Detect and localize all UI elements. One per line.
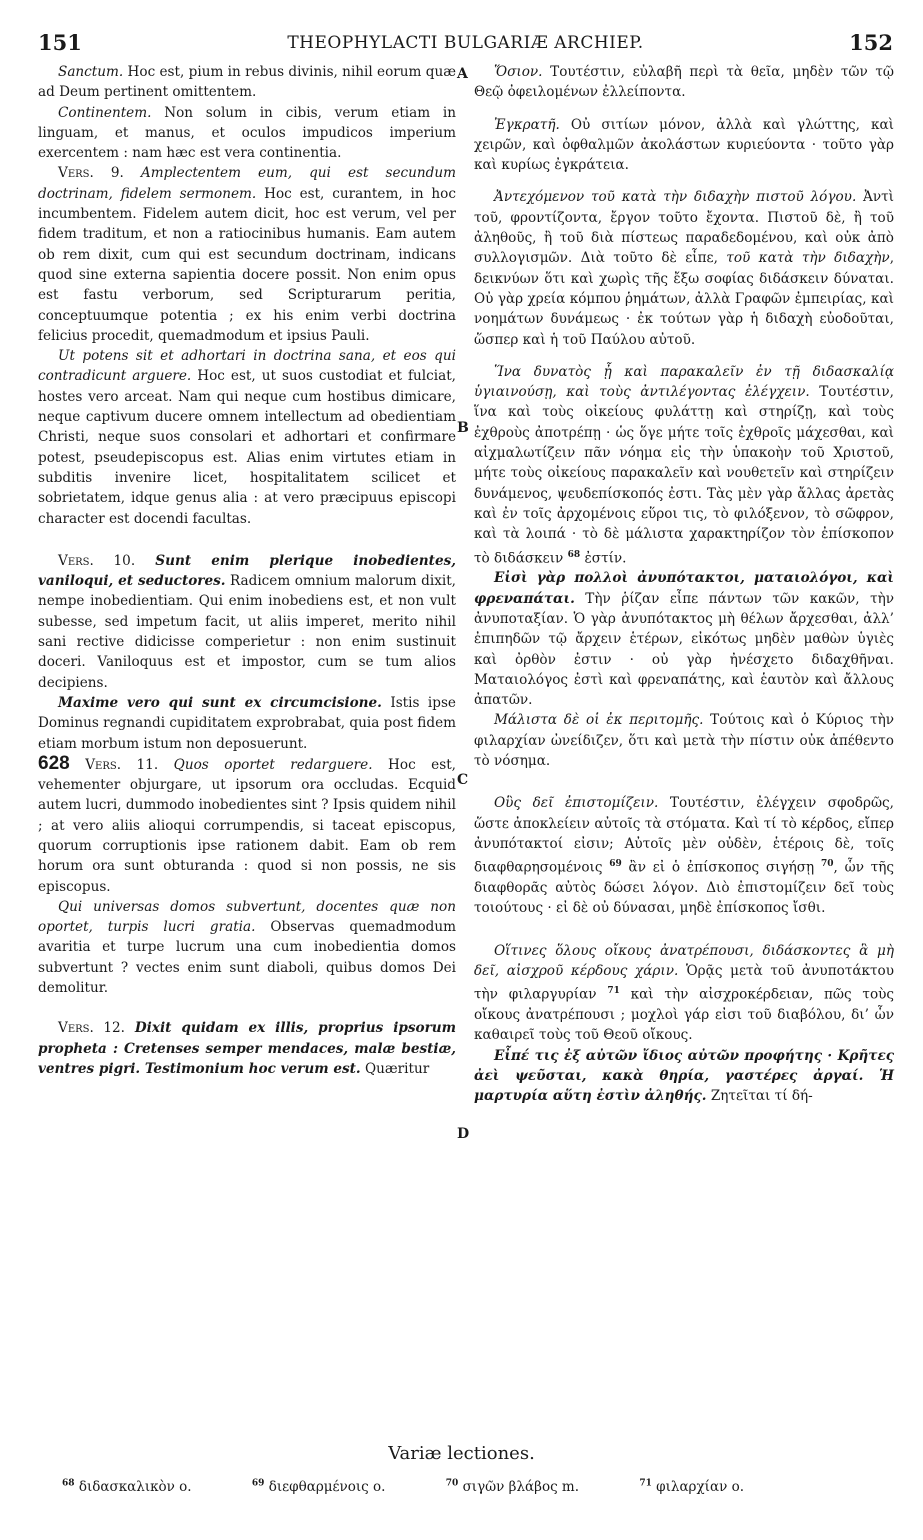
footnote-number: 70 <box>445 1478 459 1488</box>
commentary: Τὴν ῥίζαν εἶπε πάντων τῶν κακῶν, τὴν ἀνυποταξίαν. Ὁ γὰρ ἀνυπότακτος μὴ θέλων ἄρχεσθαι, ἀλλ’ ἐπιπηδῶν τῷ ἄρχειν ἑτέρων, εἰκότως μηδὲν μαθὼν ὑγιὲς καὶ ὀρθὸν ἐστιν · οὐ γὰρ ἠνέσχετο διδαχθῆναι. Ματαιολόγος ἐστὶ καὶ φρεναπάτης, καὶ ἑαυτὸν καὶ ἄλλους ἀπατῶν. <box>474 590 894 709</box>
latin-paragraph <box>38 1018 456 1079</box>
latin-paragraph <box>38 551 456 693</box>
commentary: Hoc est, vehementer objurgare, ut ipsorum ora occludas. Ecquid autem lucri, dummodo inobedientes sint ? Ipsis quidem nihil ; at vero aliis alioqui corrumpendis, si taceat episcopus, quorum corruptionis ipse rationem dabit. Eam ob rem horum ora sunt obturanda : quod si non possis, ne sis episcopus. <box>38 756 456 895</box>
commentary: Ὁρᾷς μετὰ τοῦ ἀνυποτάκτου τὴν φιλαργυρίαν <box>474 962 894 1003</box>
greek-paragraph <box>474 115 894 176</box>
footnote-ref: 70 <box>820 859 834 870</box>
latin-paragraph <box>38 754 456 897</box>
running-title: THEOPHYLACTI BULGARIÆ ARCHIEP. <box>287 33 644 53</box>
commentary: Ζητεῖται τί δή- <box>706 1088 813 1105</box>
lemma: Amplectentem eum, qui est secundum doctrinam, fidelem sermonem. <box>38 165 456 202</box>
lemma: Maxime vero qui sunt ex circumcisione. <box>58 694 382 711</box>
commentary: καὶ τὴν αἰσχροκέρδειαν, πῶς τοὺς οἴκους ἀνατρέπουσι ; μοχλοὶ γάρ εἰσι τοῦ διαβόλου, δι’ ὧν καθαιρεῖ τοὺς τοῦ Θεοῦ οἴκους. <box>474 986 895 1044</box>
lemma: Continentem. <box>58 104 152 121</box>
variant-text: διδασκαλικὸν ο. <box>78 1478 192 1495</box>
commentary: Τούτοις καὶ ὁ Κύριος τὴν φιλαρχίαν ὠνείδιζεν, ὅτι καὶ μετὰ τὴν πίστιν οὐκ ἀπέθεντο τὸ νόσημα. <box>474 712 894 770</box>
lemma: Dixit quidam ex illis, proprius ipsorum propheta : Cretenses semper mendaces, malæ bestiæ, ventres pigri. Testimonium hoc verum est. <box>38 1020 457 1077</box>
greek-column <box>474 62 894 1107</box>
footnote-number: 71 <box>639 1478 652 1488</box>
variant-note <box>62 1479 220 1495</box>
latin-paragraph <box>38 103 456 164</box>
variant-text: φιλαρχίαν ο. <box>656 1478 745 1495</box>
lemma: Ἀντεχόμενον τοῦ κατὰ τὴν διδαχὴν πιστοῦ λόγου. <box>494 189 857 206</box>
footnote-number: 69 <box>251 1478 265 1488</box>
commentary: Radicem omnium malorum dixit, nempe inobedientiam. Qui enim inobediens est, et non vult subesse, sed impetum facit, ut aliis imperet, merito nihil sani rective didicisse comperietur : non enim sustinuit doceri. Vaniloquus est et impostor, cum se tum alios decipiens. <box>38 573 456 691</box>
footnote-number: 68 <box>62 1478 75 1488</box>
commentary: , δεικνύων ὅτι καὶ χωρὶς τῆς ἔξω σοφίας διδάσκειν δύναται. Οὐ γὰρ χρεία κόμπου ῥημάτων, ἀλλὰ Γραφῶν ἐμπειρίας, καὶ νοημάτων δυνάμεως · ἐκ τούτων γὰρ ἡ διδαχὴ εὐοδοῦται, ὥσπερ καὶ ἡ τοῦ Παύλου αὐτοῦ. <box>474 250 895 348</box>
greek-paragraph <box>474 568 894 710</box>
lemma: Μάλιστα δὲ οἱ ἐκ περιτομῆς. <box>494 712 704 729</box>
variant-note <box>446 1479 607 1495</box>
lemma: Sunt enim plerique inobedientes, vaniloqui, et seductores. <box>38 552 456 590</box>
commentary: Non solum in cibis, verum etiam in linguam, et manus, et oculos impudicos imperium exercentem : nam hæc est vera continentia. <box>38 104 456 162</box>
lemma: Ὅσιον. <box>494 64 543 80</box>
commentary: Hoc est, curantem, in hoc incumbentem. Fidelem autem dicit, hoc est verum, vel per fidem traditum, et non a ratiocinibus humanis. Eam autem ob rem dixit, cum qui est secundum doctrinam, indicans quod sine externa sapientia docere possit. Non enim opus est fastu verborum, sed Scripturarum peritia, conceptuumque potentia ; ex his enim verbi doctrina felicius procedit, quemadmodum et ipsius Pauli. <box>38 185 456 344</box>
lemma: Εἶπέ τις ἐξ αὐτῶν ἴδιος αὐτῶν προφήτης · Κρῆτες ἀεὶ ψεῦσται, κακὰ θηρία, γαστέρες ἀργαί. Ἡ μαρτυρία αὕτη ἐστὶν ἀληθής. <box>474 1047 894 1105</box>
lemma: Ἵνα δυνατὸς ᾖ καὶ παρακαλεῖν ἐν τῇ διδασκαλίᾳ ὑγιαινούσῃ, καὶ τοὺς ἀντιλέγοντας ἐλέγχειν. <box>474 363 894 401</box>
latin-paragraph <box>38 62 456 103</box>
greek-paragraph <box>474 941 894 1046</box>
commentary: Τουτέστιν, ἐλέγχειν σφοδρῶς, ὥστε ἀποκλείειν αὐτοῖς τὰ στόματα. Καὶ τί τὸ κέρδος, εἴπερ ἀνυπότακτοί εἰσιν; Αὐτοῖς μὲν οὐδὲν, ἑτέροις δὲ, τοῖς διαφθαρησομένοις <box>474 795 894 876</box>
commentary: Οὐ σιτίων μόνον, ἀλλὰ καὶ γλώττης, καὶ χειρῶν, καὶ ὀφθαλμῶν ἀκολάστων κυριεύοντα · τοῦτο γὰρ καὶ κυρίως ἐγκράτεια. <box>474 116 894 174</box>
lemma: Οἵτινες ὅλους οἴκους ἀνατρέπουσι, διδάσκοντες ἃ μὴ δεῖ, αἰσχροῦ κέρδους χάριν. <box>474 942 894 979</box>
latin-paragraph <box>38 693 456 754</box>
section-marker-d: D <box>457 1126 470 1142</box>
variant-note <box>252 1479 414 1495</box>
lemma: Ἐγκρατῆ. <box>494 116 560 133</box>
greek-paragraph <box>474 62 894 103</box>
commentary: Ἀντὶ τοῦ, φροντίζοντα, ἔργον τοῦτο ἔχοντα. Πιστοῦ δὲ, ἢ τοῦ ἀληθοῦς, ἢ τοῦ διὰ πίστεως παραδεδομένου, καὶ οὐκ ἀπὸ συλλογισμῶν. Διὰ τοῦτο δὲ εἶπε, <box>474 189 894 267</box>
greek-paragraph <box>474 710 894 771</box>
variant-note <box>639 1479 772 1495</box>
footnote-ref: 71 <box>607 986 620 997</box>
section-marker-a: A <box>457 66 468 82</box>
column-number-right: 152 <box>849 30 893 55</box>
greek-paragraph <box>474 793 894 918</box>
lemma: Ut potens sit et adhortari in doctrina sana, et eos qui contradicunt arguere. <box>38 348 456 385</box>
latin-column <box>38 62 456 1079</box>
verse-label: Vers. 12. <box>58 1020 125 1037</box>
section-marker-c: C <box>457 772 469 788</box>
page-header <box>38 30 893 60</box>
section-marker-b: B <box>457 420 469 436</box>
variae-lectiones <box>62 1478 883 1495</box>
quoted-lemma: τοῦ κατὰ τὴν διδαχὴν <box>726 250 890 267</box>
latin-paragraph <box>38 346 456 529</box>
column-number-628: 628 <box>38 752 70 774</box>
commentary: Quæritur <box>360 1060 430 1077</box>
commentary: Observas quemadmodum avaritia et turpe lucrum una cum inobedientia domos subvertunt ? vectes enim sunt diaboli, quibus domos Dei demolitur. <box>38 919 456 997</box>
footnote-ref: 68 <box>567 549 581 560</box>
commentary: Istis ipse Dominus regnandi cupiditatem exprobrabat, quia post fidem etiam morbum istum non deposuerunt. <box>38 694 457 752</box>
verse-label: Vers. 10. <box>58 552 136 569</box>
commentary: Hoc est, pium in rebus divinis, nihil eorum quæ ad Deum pertinent omittentem. <box>38 64 456 101</box>
commentary: ἂν εἰ ὁ ἐπίσκοπος σιγήσῃ <box>621 859 821 876</box>
lemma: Οὓς δεῖ ἐπιστομίζειν. <box>494 795 659 812</box>
lemma: Quos oportet redarguere. <box>158 756 373 773</box>
variae-lectiones-title: Variæ lectiones. <box>388 1443 535 1464</box>
footnote-ref: 69 <box>609 859 622 870</box>
verse-label: Vers. 9. <box>58 165 124 182</box>
latin-paragraph <box>38 163 456 346</box>
lemma: Sanctum. <box>58 64 124 80</box>
commentary: Τουτέστιν, εὐλαβῆ περὶ τὰ θεῖα, μηδὲν τῶν τῷ Θεῷ ὀφειλομένων ἐλλείποντα. <box>474 64 894 101</box>
commentary: Hoc est, ut suos custodiat et fulciat, hostes vero arceat. Nam qui neque cum hostibus dimicare, neque captivum ducere omnem intellectum ad obedientiam Christi, neque suos consolari et adhortari et confirmare potest, pseudepiscopus est. Alias enim virtutes etiam in subditis invenire licet, hospitalitatem scilicet et sobrietatem, idque genus alia : at vero præcipuus episcopi character est docendi facultas. <box>38 368 456 527</box>
greek-paragraph <box>474 1046 894 1107</box>
lemma: Qui universas domos subvertunt, docentes quæ non oportet, turpis lucri gratia. <box>38 898 456 936</box>
verse-label: Vers. 11. <box>69 756 159 773</box>
lemma: Εἰσὶ γὰρ πολλοὶ ἀνυπότακτοι, ματαιολόγοι, καὶ φρεναπάται. <box>474 570 894 607</box>
commentary: Τουτέστιν, ἵνα καὶ τοὺς οἰκείους φυλάττῃ καὶ στηρίζῃ, καὶ τοὺς ἐχθροὺς ἀποτρέπῃ · ὡς ὅγε μήτε τοῖς ἐχθροῖς μάχεσθαι, καὶ αἰχμαλωτίζειν πᾶν νόημα εἰς τὴν ὑπακοὴν τοῦ Χριστοῦ, μήτε τοὺς οἰκείους παρακαλεῖν καὶ νουθετεῖν καὶ στηρίζειν δυνάμενος, ψευδεπίσκοπός ἐστι. Τὰς μὲν γὰρ ἄλλας ἀρετὰς καὶ ἐν τοῖς ἀρχομένοις εὕροι τις, τὸ φιλόξενον, τὸ σῶφρον, καὶ τὰ λοιπά · τὸ δὲ μάλιστα χαρακτηρίζον τὸν ἐπίσκοπον τὸ διδάσκειν <box>474 384 894 567</box>
variant-text: διεφθαρμένοις ο. <box>268 1478 386 1495</box>
variant-text: σιγῶν βλάβος m. <box>462 1478 580 1495</box>
commentary: , ὧν τῆς διαφθορᾶς αὐτὸς δώσει λόγον. Διὸ ἐπιστομίζειν δεῖ τοὺς τοιούτους · εἰ δὲ οὐ δύνασαι, μηδὲ ἐπίσκοπος ἴσθι. <box>474 859 895 917</box>
commentary: ἐστίν. <box>580 550 627 567</box>
column-number-left: 151 <box>38 30 82 55</box>
greek-paragraph <box>474 187 894 349</box>
latin-paragraph <box>38 897 456 998</box>
greek-paragraph <box>474 362 894 569</box>
